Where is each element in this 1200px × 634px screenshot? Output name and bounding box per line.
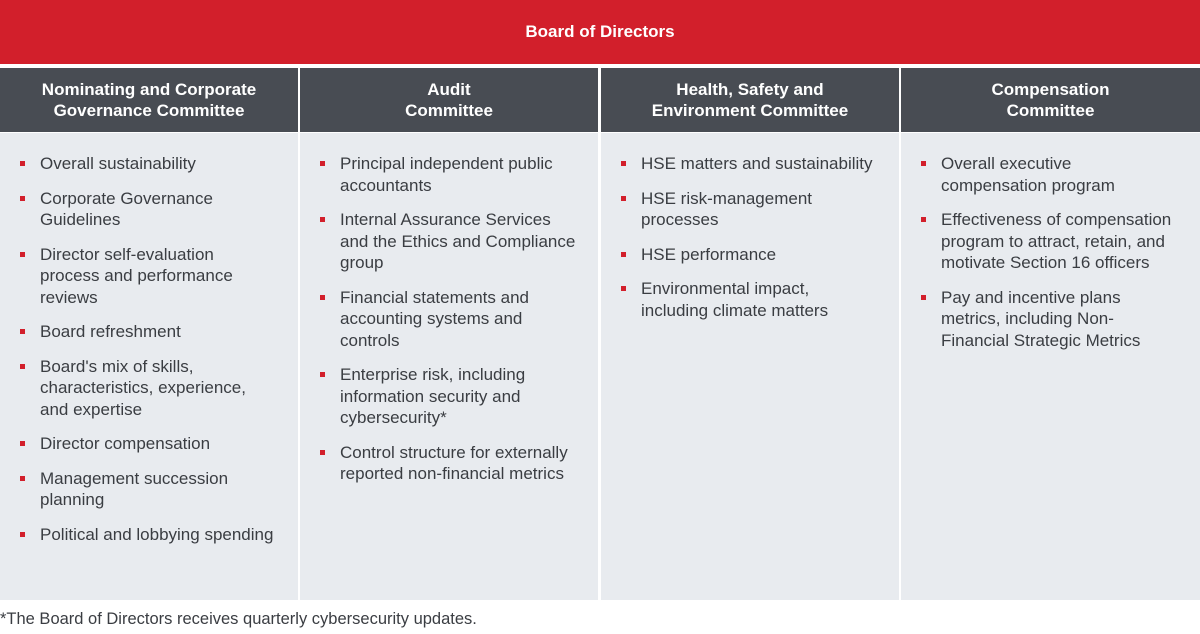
list-item (20, 321, 278, 343)
committee-header-compensation (901, 68, 1200, 132)
responsibility-list (921, 153, 1180, 351)
list-item (20, 468, 278, 511)
committee-header-hse (601, 68, 899, 132)
bullet-square-icon (320, 450, 325, 455)
committee-header-nominating (0, 68, 298, 132)
list-item (320, 153, 578, 196)
list-item (921, 209, 1180, 274)
committee-panel-audit (300, 133, 598, 600)
bullet-square-icon (20, 329, 25, 334)
bullet-square-icon (20, 441, 25, 446)
list-item-text: Management succession planning (40, 468, 229, 509)
list-item-text: Political and lobbying spending (40, 524, 274, 544)
list-item (320, 287, 578, 352)
list-item-text: Corporate Governance Guidelines (40, 188, 213, 229)
bullet-square-icon (320, 161, 325, 166)
bullet-square-icon (921, 217, 926, 222)
bullet-square-icon (621, 196, 626, 201)
list-item-text: Control structure for externally reported non-financial metrics (340, 442, 568, 483)
bullet-square-icon (20, 252, 25, 257)
list-item-text: Internal Assurance Services and the Ethics and Compliance group (340, 210, 576, 272)
committee-panel-hse (601, 133, 899, 600)
list-item (320, 442, 578, 485)
list-item-text: Enterprise risk, including information security and cybersecurity* (340, 365, 526, 427)
committee-panel-compensation (901, 133, 1200, 600)
list-item (621, 188, 879, 231)
list-item-text: Principal independent public accountants (340, 154, 553, 195)
committee-panel-nominating (0, 133, 298, 600)
committee-title: Compensation Committee (991, 80, 1110, 120)
bullet-square-icon (20, 476, 25, 481)
list-item (20, 433, 278, 455)
bullet-square-icon (621, 252, 626, 257)
bullet-square-icon (320, 372, 325, 377)
list-item (20, 188, 278, 231)
bullet-square-icon (621, 286, 626, 291)
list-item (921, 153, 1180, 196)
list-item (921, 287, 1180, 352)
bullet-square-icon (20, 196, 25, 201)
list-item (20, 153, 278, 175)
bullet-square-icon (320, 217, 325, 222)
bullet-square-icon (921, 161, 926, 166)
list-item (621, 278, 879, 321)
list-item (320, 364, 578, 429)
bullet-square-icon (20, 532, 25, 537)
list-item-text: Pay and incentive plans metrics, including Non-Financial Strategic Metrics (941, 287, 1141, 350)
list-item (621, 244, 879, 266)
bullet-square-icon (20, 364, 25, 369)
committee-header-audit (300, 68, 598, 132)
committee-title: Nominating and Corporate Governance Committee (41, 80, 257, 120)
list-item (20, 356, 278, 421)
responsibility-list (20, 153, 278, 545)
list-item-text: HSE performance (641, 244, 777, 264)
list-item-text: Financial statements and accounting systems and controls (340, 287, 529, 350)
list-item-text: HSE matters and sustainability (641, 154, 873, 173)
committee-title: Audit Committee (405, 80, 493, 120)
board-header (0, 0, 1200, 64)
bullet-square-icon (320, 295, 325, 300)
list-item (621, 153, 879, 175)
bullet-square-icon (921, 295, 926, 300)
list-item-text: HSE risk-management processes (641, 188, 813, 229)
list-item-text: Board's mix of skills, characteristics, experience, and expertise (40, 356, 246, 419)
list-item-text: Board refreshment (40, 322, 181, 341)
list-item-text: Overall executive compensation program (941, 154, 1115, 195)
responsibility-list (621, 153, 879, 321)
list-item (20, 244, 278, 309)
bullet-square-icon (621, 161, 626, 166)
footnote: *The Board of Directors receives quarterly cybersecurity updates. (0, 610, 477, 628)
committee-title: Health, Safety and Environment Committee (651, 80, 849, 120)
list-item-text: Environmental impact, including climate matters (641, 279, 829, 320)
list-item (20, 524, 278, 546)
list-item (320, 209, 578, 274)
responsibility-list (320, 153, 578, 485)
list-item-text: Director compensation (40, 434, 211, 453)
bullet-square-icon (20, 161, 25, 166)
board-title: Board of Directors (525, 22, 675, 41)
list-item-text: Effectiveness of compensation program to attract, retain, and motivate Section 16 officers (941, 210, 1172, 272)
list-item-text: Director self-evaluation process and performance reviews (40, 244, 233, 307)
list-item-text: Overall sustainability (40, 154, 196, 173)
